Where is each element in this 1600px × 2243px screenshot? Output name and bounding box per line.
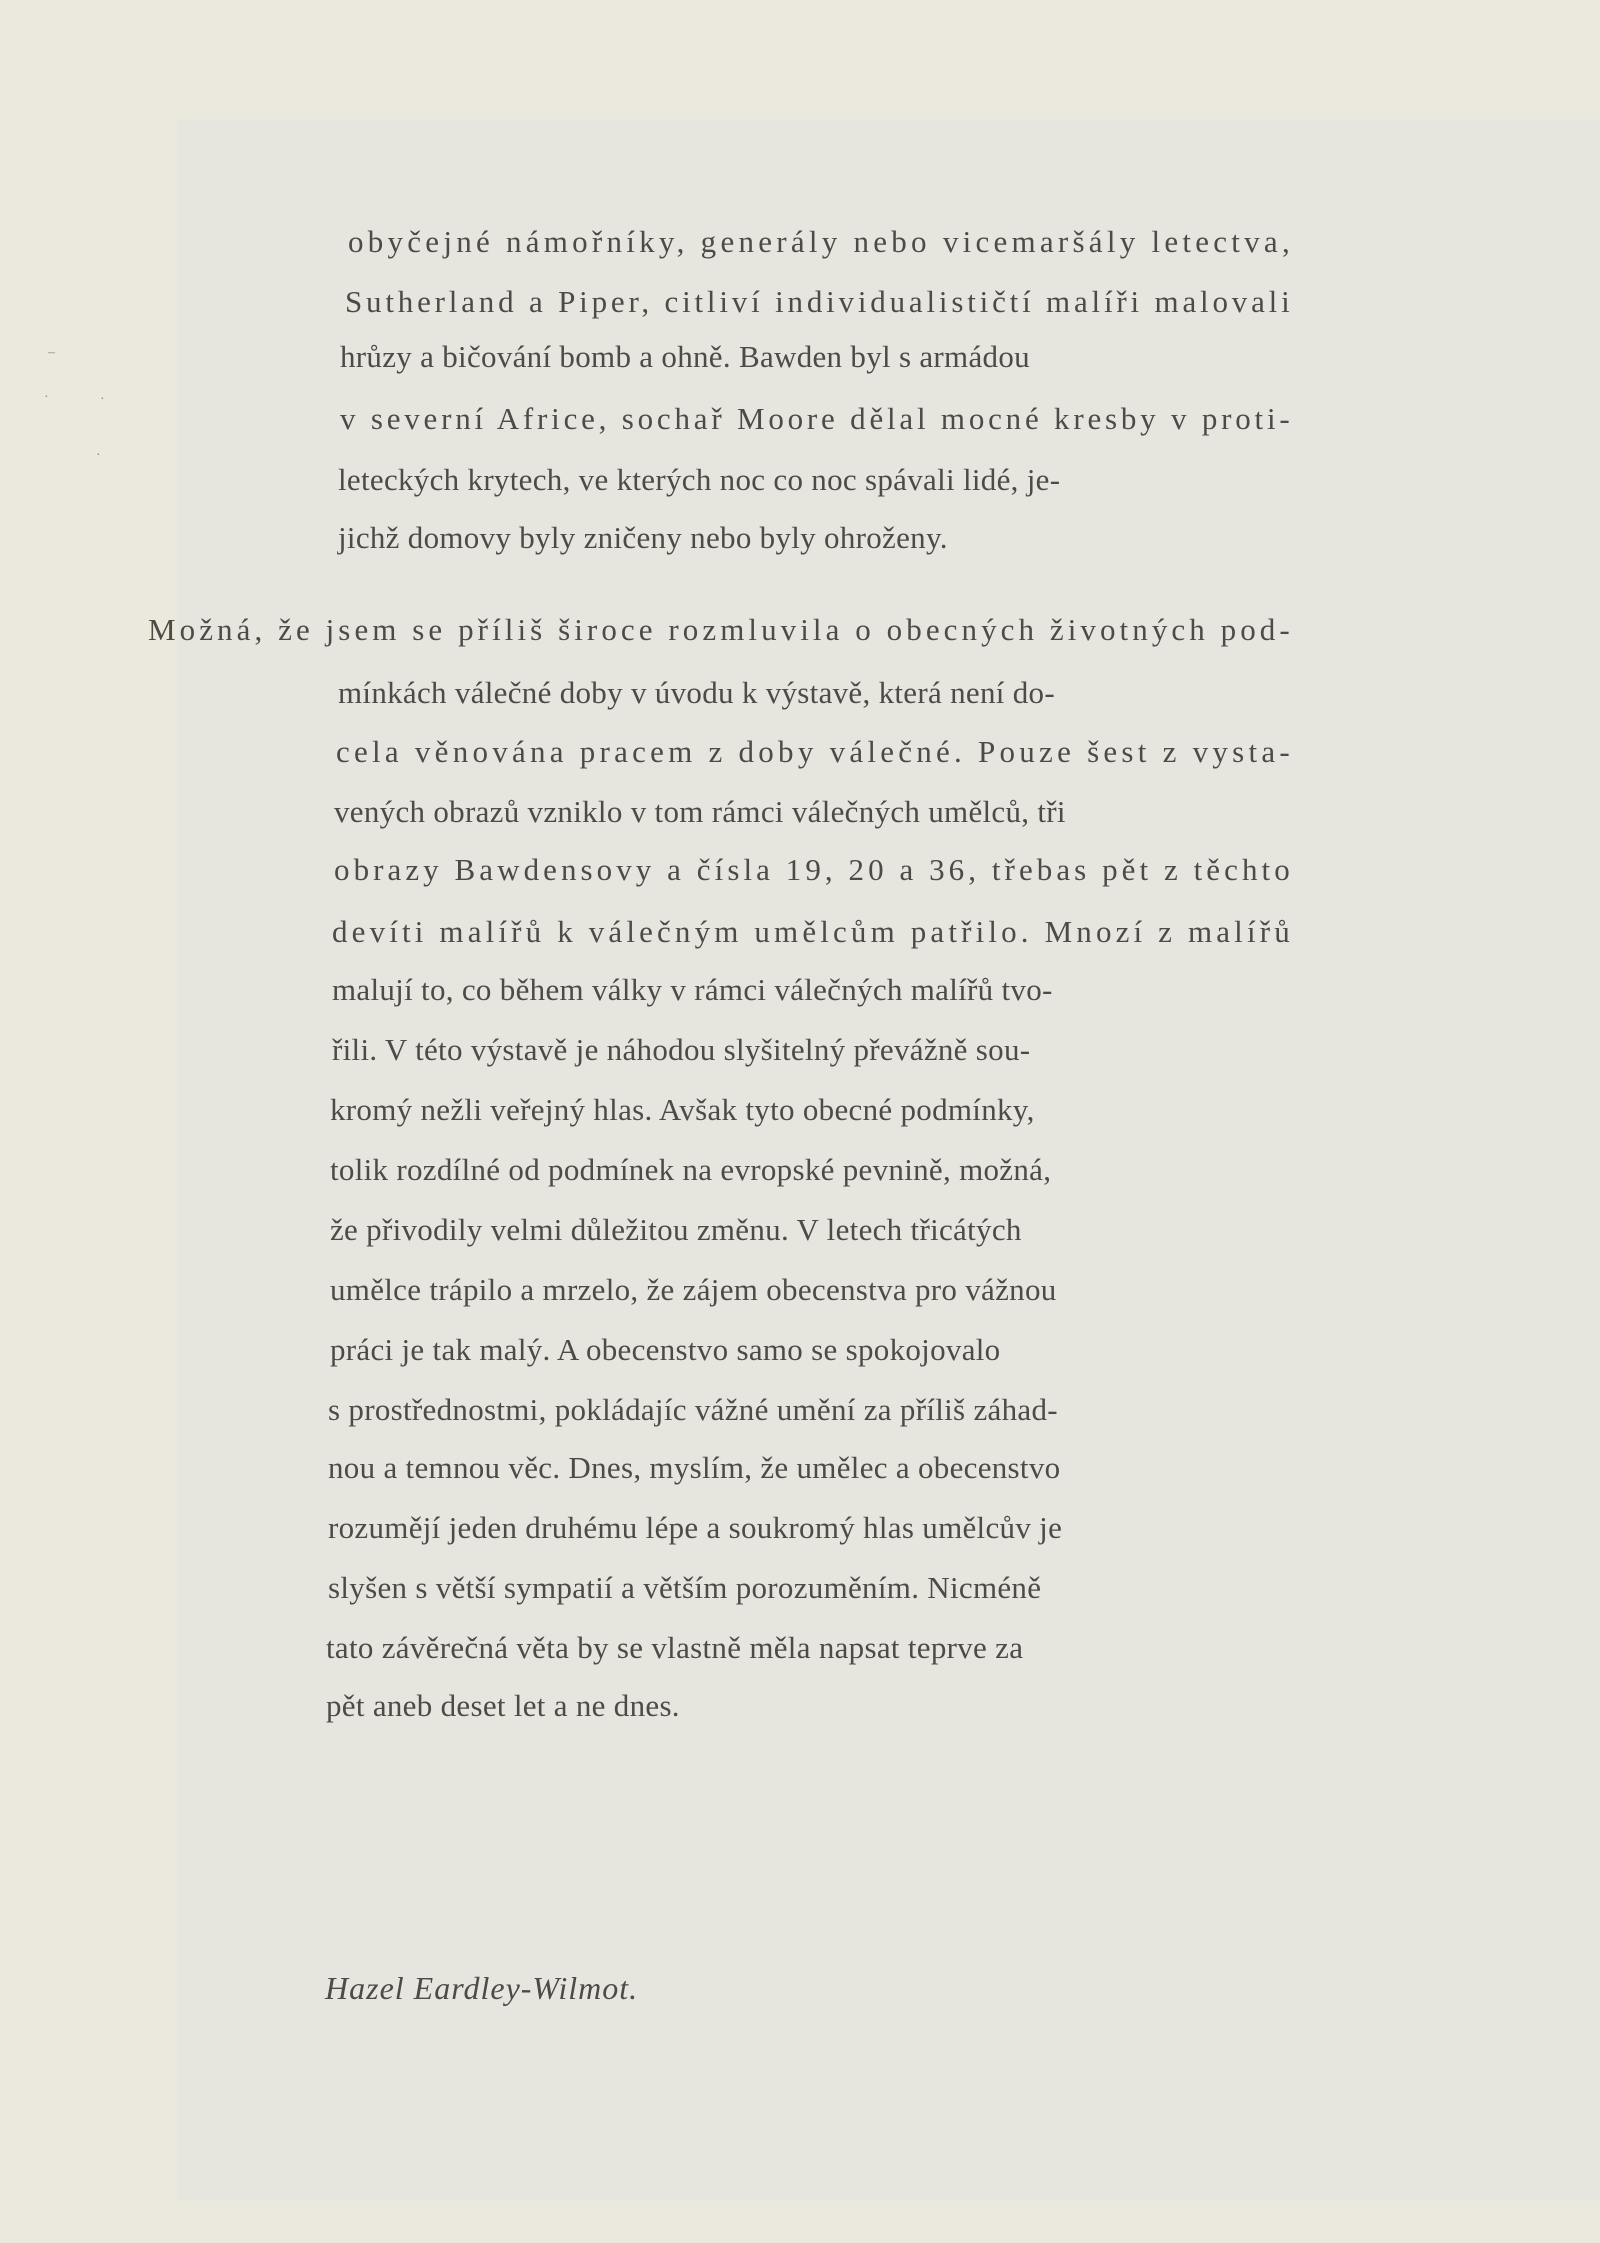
paragraph-2-line: s prostřednostmi, pokládajíc vážné umění za příliš záhad- (328, 1392, 1058, 1427)
margin-mark: · (100, 392, 105, 407)
paragraph-2-line: kromý nežli veřejný hlas. Avšak tyto obecné podmínky, (330, 1092, 1035, 1127)
paragraph-2-line: umělce trápilo a mrzelo, že zájem obecenstva pro vážnou (330, 1272, 1057, 1307)
paragraph-2-line: mínkách válečné doby v úvodu k výstavě, která není do- (338, 675, 1055, 710)
paragraph-2-line: slyšen s větší sympatií a větším porozuměním. Nicméně (328, 1570, 1042, 1605)
paragraph-2-line: obrazy Bawdensovy a čísla 19, 20 a 36, třebas pět z těchto (334, 852, 1294, 887)
author-signature: Hazel Eardley-Wilmot. (325, 1970, 639, 2006)
paragraph-2-line: řili. V této výstavě je náhodou slyšitelný převážně sou- (332, 1032, 1031, 1067)
paragraph-2-line: práci je tak malý. A obecenstvo samo se spokojovalo (330, 1332, 1001, 1367)
margin-mark: – (48, 345, 55, 360)
paragraph-2-line: tolik rozdílné od podmínek na evropské pevnině, možná, (330, 1152, 1052, 1187)
paragraph-2-line: devíti malířů k válečným umělcům patřilo. Mnozí z malířů (332, 914, 1294, 949)
paragraph-1-line: leteckých krytech, ve kterých noc co noc spávali lidé, je- (338, 462, 1061, 497)
paragraph-2-line: cela věnována pracem z doby válečné. Pouze šest z vysta- (336, 734, 1294, 769)
paragraph-2-line: pět aneb deset let a ne dnes. (326, 1688, 680, 1723)
margin-mark: · (44, 390, 49, 405)
paragraph-1-line: v severní Africe, sochař Moore dělal mocné kresby v proti- (340, 401, 1294, 436)
paragraph-2-line: nou a temnou věc. Dnes, myslím, že umělec a obecenstvo (328, 1450, 1061, 1485)
paragraph-2-line: že přivodily velmi důležitou změnu. V letech třicátých (330, 1212, 1022, 1247)
paragraph-2-line: Možná, že jsem se příliš široce rozmluvila o obecných životných pod- (148, 612, 1294, 647)
paragraph-2-line: tato závěrečná věta by se vlastně měla napsat teprve za (326, 1630, 1024, 1665)
paragraph-2-line: vených obrazů vzniklo v tom rámci válečných umělců, tři (334, 794, 1066, 829)
margin-mark: · (96, 448, 101, 463)
paragraph-2-line: malují to, co během války v rámci válečných malířů tvo- (332, 972, 1053, 1007)
paragraph-2-line: rozumějí jeden druhému lépe a soukromý hlas umělcův je (328, 1510, 1063, 1545)
paragraph-1-line: hrůzy a bičování bomb a ohně. Bawden byl s armádou (340, 339, 1030, 374)
paragraph-1-line: Sutherland a Piper, citliví individualističtí malíři malovali (345, 284, 1294, 319)
paragraph-1-line: obyčejné námořníky, generály nebo vicemaršály letectva, (348, 224, 1294, 259)
paragraph-1-line: jichž domovy byly zničeny nebo byly ohroženy. (338, 520, 948, 555)
